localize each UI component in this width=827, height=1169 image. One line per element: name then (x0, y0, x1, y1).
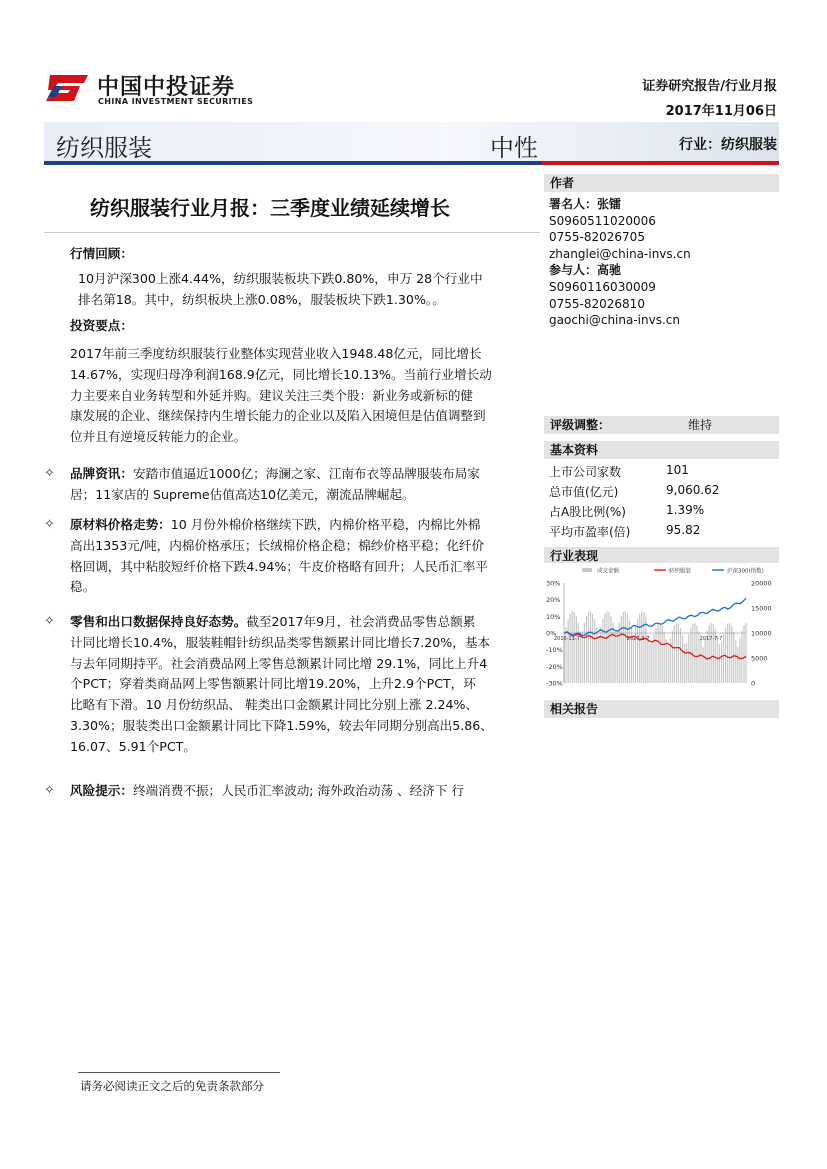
y-tick-right: 10000 (751, 629, 772, 638)
volume-bar (727, 624, 728, 683)
bullet-line: 与去年同期持平。社会消费品网上零售总额累计同比增 29.1%，同比上升4 (70, 655, 488, 671)
y-tick-left: -20% (546, 662, 563, 671)
basic-value: 9,060.62 (666, 483, 720, 497)
report-date: 2017年11月06日 (665, 104, 777, 119)
x-tick: 2016-11-7 (554, 636, 580, 642)
coauthor-email: gaochi@china-invs.cn (549, 313, 680, 328)
volume-bar (615, 632, 616, 683)
volume-bar (649, 644, 650, 683)
bullet-risk (70, 781, 540, 802)
bullet-line: 居；11家店的 Supreme估值高达10亿美元，潮流品牌崛起。 (70, 486, 415, 502)
x-tick: 2017-7-7 (699, 636, 723, 642)
volume-bar (658, 624, 659, 683)
volume-bar (735, 640, 736, 683)
volume-bar (600, 627, 601, 683)
y-tick-right: 15000 (751, 604, 772, 613)
volume-bar (741, 631, 742, 684)
volume-bar (590, 611, 591, 683)
volume-bar (619, 623, 620, 683)
volume-bar (651, 643, 652, 683)
bullet-icon: ✧ (44, 466, 55, 481)
volume-bar (705, 638, 706, 683)
footer-divider (78, 1072, 280, 1073)
volume-bar (692, 624, 693, 683)
bullet-label: 零售和出口数据保持良好态势。 (70, 614, 247, 629)
company-name-en: CHINA INVESTMENT SECURITIES (98, 97, 254, 106)
volume-bar (602, 619, 603, 683)
bullet-line: 高出1353元/吨，内棉价格承压；长绒棉价格企稳；棉纱价格平稳；化纤价 (70, 537, 485, 553)
volume-bar (625, 611, 626, 683)
volume-bar (733, 632, 734, 683)
sector-rating: 中性 (490, 134, 538, 162)
bullet-line: 格回调，其中粘胶短纤价格下跌4.94%；牛皮价格略有回升；人民币汇率平 (70, 558, 488, 574)
volume-bar (633, 636, 634, 683)
sector-banner (44, 122, 779, 162)
review-heading: 行情回顾： (70, 246, 133, 261)
volume-bar (588, 612, 589, 683)
coauthor-phone: 0755-82026810 (549, 296, 645, 311)
volume-bar (647, 635, 648, 683)
summary-line: 2017年前三季度纺织服装行业整体实现营业收入1948.48亿元，同比增长 (70, 346, 482, 361)
bullet-icon: ✧ (44, 614, 55, 629)
volume-bar (690, 628, 691, 683)
bullet-label: 原材料价格走势： (70, 517, 171, 532)
volume-bar (584, 623, 585, 683)
volume-bar (641, 611, 642, 683)
volume-bar (570, 614, 571, 683)
basic-value: 95.82 (666, 523, 701, 537)
volume-bar (680, 628, 681, 683)
basic-label: 总市值(亿元) (549, 485, 619, 499)
volume-bar (574, 612, 575, 683)
volume-bar (586, 616, 587, 683)
volume-bar (696, 626, 697, 683)
related-reports-heading: 相关报告 (544, 700, 779, 718)
bullet-retail-export (70, 612, 540, 758)
volume-bar (731, 626, 732, 683)
volume-bar (662, 626, 663, 683)
volume-bar (694, 623, 695, 683)
volume-bar (617, 631, 618, 683)
bullet-line: 比略有下滑。10 月份纺织品、 鞋类出口金额累计同比分别上涨 2.24%、 (70, 697, 479, 713)
volume-bar (729, 623, 730, 683)
volume-bar (576, 616, 577, 683)
bullet-label: 风险提示： (70, 783, 133, 798)
volume-bar (655, 628, 656, 683)
volume-bar (721, 643, 722, 683)
review-text-line: 排名第18。其中，纺织板块上涨0.08%，服装板块下跌1.30%。。 (78, 292, 445, 307)
legend-label: 沪深300(指数) (727, 568, 764, 575)
title-divider (44, 232, 540, 233)
volume-bar (686, 643, 687, 683)
y-tick-right: 5000 (751, 654, 768, 663)
volume-bar (682, 635, 683, 683)
bullet-line: 安踏市值逼近1000亿；海澜之家、江南布衣等品牌服装布局家 (132, 466, 480, 481)
summary-line: 14.67%，实现归母净利润168.9亿元，同比增长10.13%。当前行业增长动 (70, 366, 492, 382)
rating-adjust-label: 评级调整： (550, 418, 611, 432)
summary-line: 康发展的企业、继续保持内生增长能力的企业以及陷入困境但是估值调整到 (70, 408, 486, 424)
y-tick-left: 10% (546, 612, 561, 621)
volume-bar (668, 648, 669, 684)
author-info (549, 196, 691, 329)
volume-bar (623, 612, 624, 683)
volume-bar (594, 619, 595, 683)
industry-performance-chart (544, 563, 779, 690)
volume-bar (596, 627, 597, 683)
volume-bar (703, 647, 704, 683)
summary-line: 力主要来自业务转型和外延并购。建议关注三类个股：新业务或新标的健 (70, 387, 473, 403)
volume-bar (598, 636, 599, 683)
report-title: 纺织服装行业月报：三季度业绩延续增长 (90, 196, 450, 220)
bullet-line: 稳。 (70, 579, 96, 595)
author-name: 署名人：张镭 (549, 197, 622, 211)
volume-bar (645, 616, 646, 683)
points-heading: 投资要点： (70, 318, 133, 333)
volume-bar (709, 625, 710, 683)
volume-bar (700, 640, 701, 683)
y-tick-left: 30% (546, 579, 561, 588)
bullet-line: 截至2017年9月，社会消费品零售总额累 (246, 614, 476, 629)
bullet-icon: ✧ (44, 783, 55, 798)
volume-bar (674, 625, 675, 683)
performance-heading: 行业表现 (544, 547, 779, 565)
y-tick-left: 0% (546, 629, 557, 638)
company-name-cn: 中国中投证券 (97, 75, 236, 100)
banner-rule-red (542, 161, 779, 165)
volume-bar (604, 614, 605, 684)
chart-legend (582, 567, 764, 575)
volume-bar (743, 625, 744, 683)
y-tick-left: -10% (546, 646, 563, 655)
volume-bar (688, 634, 689, 683)
bullet-line: 计同比增长10.4%，服装鞋帽针纺织品类零售额累计同比增长7.20%，基本 (70, 634, 491, 650)
volume-bar (739, 638, 740, 683)
volume-bar (717, 636, 718, 684)
bullet-icon: ✧ (44, 517, 55, 532)
legend-label: 纺织服装 (669, 568, 692, 575)
volume-bar (643, 612, 644, 683)
rating-adjust-row (544, 416, 779, 434)
basic-label: 占A股比例(%) (549, 505, 626, 519)
sector-name: 纺织服装 (56, 134, 152, 162)
bullet-line: 个PCT；穿着类商品网上零售额累计同比增19.20%，上升2.9个PCT，环 (70, 676, 476, 692)
volume-bar (637, 619, 638, 683)
basic-label: 平均市盈率(倍) (549, 525, 631, 539)
y-tick-right: 0 (751, 679, 756, 688)
volume-bar (606, 611, 607, 683)
basic-info-heading: 基本资料 (544, 441, 779, 459)
volume-bar (568, 619, 569, 683)
company-logo-icon (44, 73, 90, 103)
industry-label: 行业：纺织服装 (679, 137, 777, 153)
disclaimer: 请务必阅读正文之后的免责条款部分 (80, 1079, 264, 1093)
bullet-raw-material (70, 515, 540, 598)
review-text-line: 10月沪深300上涨4.44%，纺织服装板块下跌0.80%，申万 28个行业中 (78, 271, 483, 286)
volume-bar (676, 623, 677, 683)
volume-bar (719, 644, 720, 683)
summary-paragraph (70, 344, 540, 448)
bullet-line: 16.07、5.91个PCT。 (70, 738, 196, 754)
volume-bar (711, 623, 712, 683)
author-phone: 0755-82026705 (549, 230, 645, 245)
bullet-line: 终端消费不振；人民币汇率波动; 海外政治动荡 、经济下 行 (132, 783, 465, 798)
y-tick-left: -30% (546, 679, 563, 688)
legend-swatch (582, 568, 592, 572)
coauthor-cert: S0960116030009 (549, 279, 656, 294)
volume-bar (608, 612, 609, 683)
volume-bar (660, 623, 661, 683)
bullet-brand-news (70, 464, 540, 506)
x-tick: 2017-3-7 (626, 636, 650, 642)
bullet-line: 3.30%；服装类出口金额累计同比下降1.59%，较去年同期分别高出5.86、 (70, 717, 493, 733)
bullet-label: 品牌资讯： (70, 466, 133, 481)
report-type: 证券研究报告/行业月报 (642, 79, 777, 94)
volume-bar (672, 631, 673, 683)
y-tick-right: 20000 (751, 579, 772, 588)
legend-label: 成交金额 (597, 568, 620, 575)
author-heading: 作者 (544, 174, 779, 192)
volume-bar (627, 614, 628, 683)
volume-bar (723, 634, 724, 683)
summary-line: 位并且有逆境反转能力的企业。 (70, 429, 247, 445)
basic-value: 101 (666, 463, 689, 477)
author-email: zhanglei@china-invs.cn (549, 246, 691, 261)
basic-value: 1.39% (666, 503, 705, 517)
rating-adjust-value: 维持 (688, 418, 713, 432)
bullet-line: 10 月份外棉价格继续下跌，内棉价格平稳，内棉比外棉 (170, 517, 481, 532)
author-cert: S0960511020006 (549, 213, 656, 228)
volume-bar (582, 631, 583, 683)
y-tick-left: 20% (546, 596, 561, 605)
volume-bar (580, 632, 581, 684)
volume-bar (578, 623, 579, 683)
volume-bar (684, 644, 685, 683)
volume-bar (613, 623, 614, 683)
volume-bar (737, 647, 738, 683)
volume-bar (610, 616, 611, 683)
volume-bar (621, 616, 622, 683)
coauthor-name: 参与人：高驰 (549, 263, 622, 278)
basic-label: 上市公司家数 (549, 465, 622, 479)
volume-bar (592, 614, 593, 683)
volume-bar (664, 632, 665, 684)
volume-bar (572, 611, 573, 683)
volume-bar (745, 623, 746, 683)
volume-bar (666, 639, 667, 683)
volume-bar (639, 614, 640, 684)
